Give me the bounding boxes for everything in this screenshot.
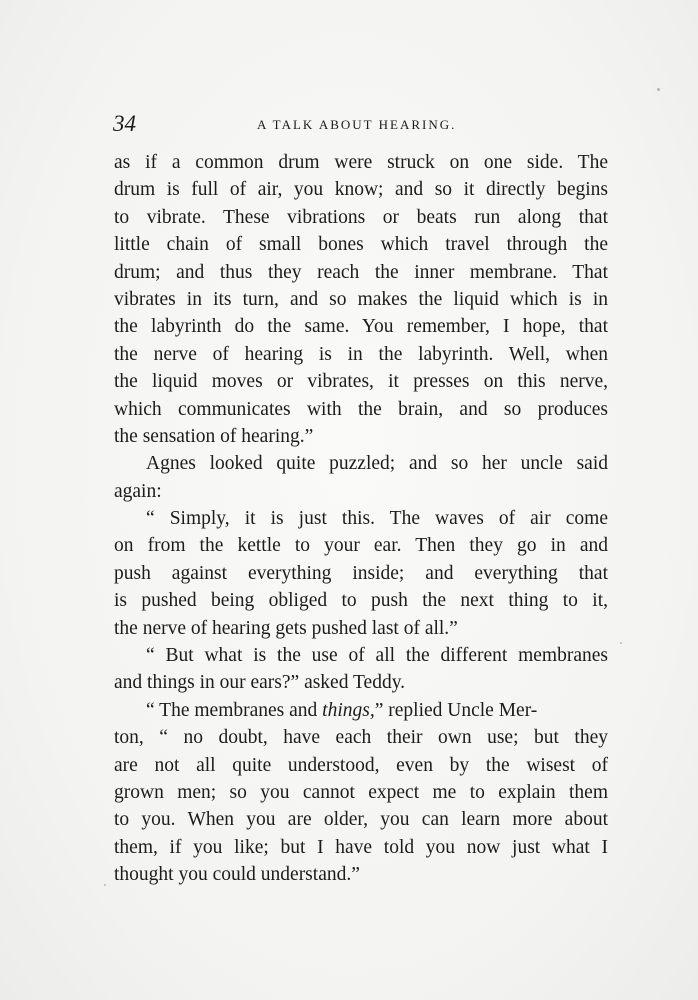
text-line: “ But what is the use of all the different membranes [146,645,608,667]
text-line: Agnes looked quite puzzled; and so her uncle said [146,453,608,475]
text-line: the liquid moves or vibrates, it presses on this nerve, [114,371,608,393]
text-line: and things in our ears?” asked Teddy. [114,672,406,694]
text-line: which communicates with the brain, and so produces [114,398,608,420]
text-line: them, if you like; but I have told you now just what I [114,836,608,858]
paper-speck [620,642,622,644]
text-line [114,697,608,724]
paper-speck [104,884,106,886]
paper-speck [657,88,660,91]
text-line: the nerve of hearing gets pushed last of all.” [114,617,458,639]
text-line: is pushed being obliged to push the next thing to it, [114,590,608,612]
text-line: the sensation of hearing.” [114,425,314,447]
text-line: to vibrate. These vibrations or beats run along that [114,206,608,228]
text-line: drum is full of air, you know; and so it directly begins [114,179,608,201]
text-segment: “ The membranes and [146,699,318,721]
text-line: “ Simply, it is just this. The waves of air come [146,508,608,530]
page-number: 34 [113,111,136,136]
text-line: again: [114,480,162,502]
running-head: A TALK ABOUT HEARING. [257,117,457,132]
body-text [114,149,608,889]
page-header [113,111,609,141]
text-line: on from the kettle to your ear. Then they go in and [114,535,608,557]
text-segment: ” replied Uncle Mer- [374,699,538,721]
text-line: thought you could understand.” [114,864,360,886]
text-line: are not all quite understood, even by the wisest of [114,754,608,776]
text-line: push against everything inside; and everything that [114,562,608,584]
text-line: ton, “ no doubt, have each their own use; but they [114,727,608,749]
text-line: to you. When you are older, you can learn more about [114,809,608,831]
text-line: grown men; so you cannot expect me to explain them [114,781,608,803]
text-line: drum; and thus they reach the inner membrane. That [114,261,608,283]
text-line: the labyrinth do the same. You remember, I hope, that [114,316,608,338]
text-line: little chain of small bones which travel through the [114,234,608,256]
text-line: the nerve of hearing is in the labyrinth. Well, when [114,343,608,365]
text-line: as if a common drum were struck on one side. The [114,152,608,173]
text-line: vibrates in its turn, and so makes the liquid which is in [114,288,608,310]
italic-word: things, [322,699,375,721]
